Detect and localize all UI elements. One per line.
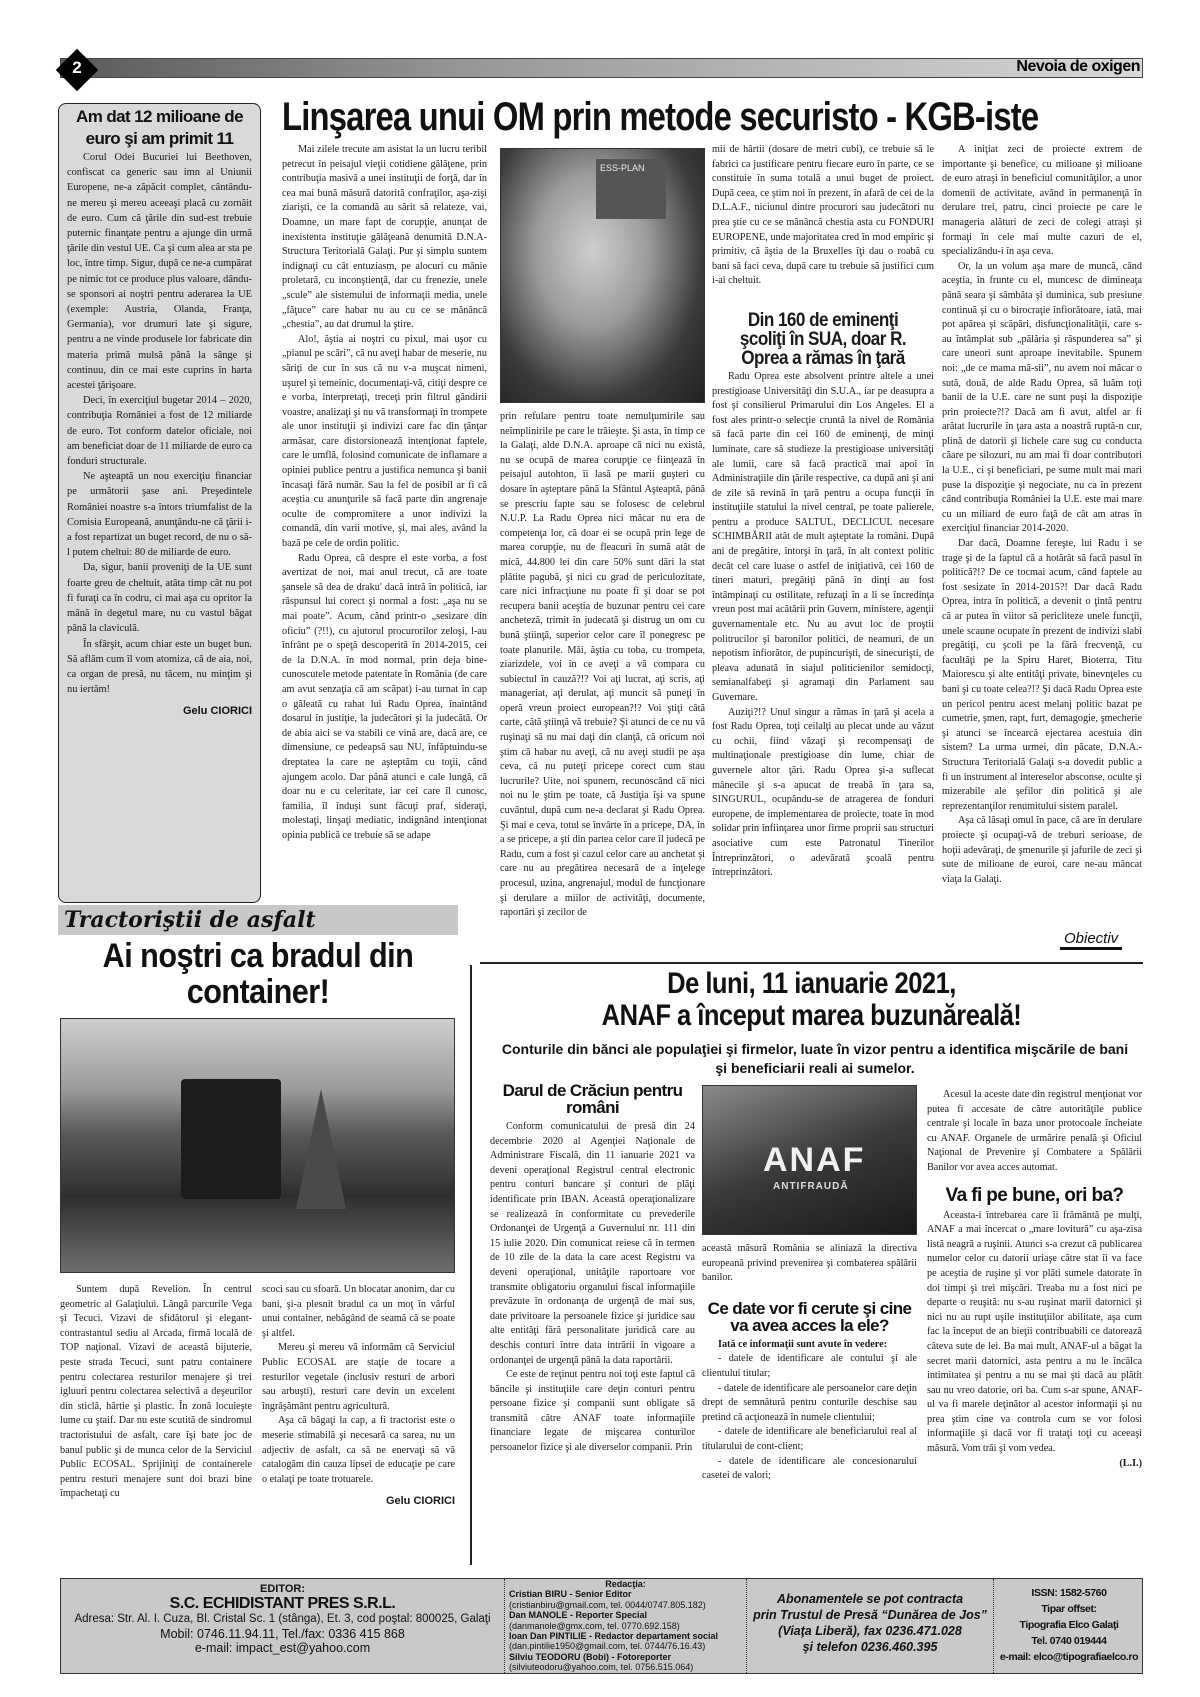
anaf-deck: Conturile din bănci ale populaţiei şi firmelor, luate în vizor pentru a identifica mişcările de bani şi beneficiarii reali ai sumelor. bbox=[501, 1041, 1129, 1076]
paragraph: Alo!, ăştia ai noştri cu pixul, mai uşor cu „pianul pe scări”, că nu aveţi habar de meserie, nu săriţi de cur în sus că nu v-a muşcat nimeni, uşurel şi temeinic, documentaţi-vă, citiţi despre ce e vorba, interpretaţi, treceţi prin filtrul gândirii voastre, analizaţi şi nu vă transformaţi în trompete ale unor instituţii şi indivizi care fac din ţânţar armăsar, care distorsionează intenţionat faptele, care le umflă, folosind comunicate de inflamare a opiniei publice pentru a justifica nemunca şi banii încasaţi fără număr. Sau la fel de posibil ar fi că aceştia cu anunţurile să facă parte din angrenaje oculte de compromitere a unor indivizi la comandă, din varii motive, şi, mai ales, având la bază pe cele de ordin politic. bbox=[282, 333, 487, 550]
tractor-column-1 bbox=[60, 1283, 252, 1502]
signature-initials: (L.I.) bbox=[1119, 1457, 1142, 1469]
author-signature: Gelu CIORICI bbox=[385, 1495, 455, 1508]
redactia-cell bbox=[505, 1579, 747, 1673]
main-article-column-1 bbox=[282, 143, 487, 844]
staff-contact: (dan.pintilie1950@gmail.com, tel. 0744/76.16.43) bbox=[509, 1641, 706, 1652]
staff-contact: (silviuteodoru@yahoo.com, tel. 0756.515.064) bbox=[509, 1662, 694, 1673]
kicker-bar bbox=[58, 905, 458, 935]
paragraph: Acesul la aceste date din registrul menţionat vor putea fi accesate de către autorităţile publice centrale şi locale în baza unor protocoale încheiate cu ANAF. Organele de urmărire penală şi Oficiul Naţional de Prevenire şi Combatere a Spălării Banilor vor avea acces automat. bbox=[927, 1089, 1142, 1173]
anaf-car-photo bbox=[702, 1085, 917, 1235]
paragraph: În sfârşit, acum chiar este un buget bun. Să aflăm cum îl vom atomiza, că de aia, noi, ca organ de presă, nu tăcem, nu minţim şi nu iertăm! bbox=[67, 638, 252, 696]
lead-paragraph: Iată ce informaţii sunt avute în vedere: bbox=[718, 1338, 888, 1350]
garbage-container bbox=[181, 1079, 281, 1199]
list-item: - datele de identificare ale contului şi ale clientului titular; bbox=[702, 1353, 917, 1379]
paragraph: Or, la un volum aşa mare de muncă, când aceştia, în frunte cu el, muncesc de dimineaţa până seara şi sâmbăta şi duminica, sub presiune continuă şi cu o birocraţie înfiorătoare, iată, mai pot apărea şi scăpări, disfuncţionalităţii, care s-au întâmplat sub „pălăria şi răspunderea sa” şi care uneori sunt aproape inevitabile. Spunem noi: „de ce mama mă-sii”, nu avem noi măcar o sută, două, de alde Radu Oprea, să luăm toţi banii de la U.E. care ne sunt puşi la dispoziţie prin proiecte?!? Dacă am fi avut, altfel ar fi arătat lucrurile în ţara asta a noastră ruptă-n cur, plină de datorii şi lichele care sug cu conducta căare pe silozuri, nu am mai fi doar contributori la U.E., ci şi beneficiari, pe sume mult mai mari puse la dispoziţie şi negociate, nu ca în prezent când contribuţia României la U.E. este mai mare cu un miliard de euro faţă de cât am atras în exerciţiul financiar 2014-2020. bbox=[942, 260, 1142, 535]
paragraph: Mai zilele trecute am asistat la un lucru teribil petrecut în peisajul vieţii cotidiene gălăţene, prin contribuţia masivă a unei instituţii de forţă, dar în cea mai bună măsură datorită confraţilor, aşa-zişi ziarişti, ce la comandă au sărit să relateze, vai, Doamne, un mare fapt de corupţie, anunţat de inexistenta instituţie gălăţeană denumită D.N.A-Structura Teritorială Galaţi. Pur şi simplu suntem indignaţi cu cât entuziasm, pe alocuri cu mânie proletară, cu inconştienţă, dar cu frenezie, unele „scule” ale sistemului de informaţii media, unele „făţuce” care habar nu au cu ce se mănâncă „chestia”, au dat drumul la ştire. bbox=[282, 144, 487, 331]
paragraph: Deci, în exerciţiul bugetar 2014 – 2020, contribuţia României a fost de 12 miliarde de euro. Tot conform datelor oficiale, noi am beneficiat doar de 11 miliarde de euro ca fonduri structurale. bbox=[67, 395, 252, 468]
staff-name: Silviu TEODORU (Bobi) - Fotoreporter bbox=[509, 1651, 671, 1662]
sidebar-body bbox=[67, 150, 252, 697]
paragraph: Conform comunicatului de presă din 24 decembrie 2020 al Agenţiei Naţionale de Administrare Fiscală, din 11 ianuarie 2021 va deveni operaţional Registrul central electronic pentru conturi bancare şi conturi de plăţi identificate prin IBAN. Această operaţionalizare se realizează în conformitate cu prevederile Ordonanţei de Urgenţă a Guvernului nr. 111 din 15 iulie 2020. Din comunicat reiese că în termen de 10 zile de la data la care acest Registru va deveni operaţional, unităţile raportoare vor transmite obligatoriu organului fiscal informaţiile prevăzute în ordonanţa de urgenţă de mai sus, date privitoare la persoanele fizice şi juridice sau alte entităţi fără personalitate juridică care au deschis conturi între data intrării în vigoare a ordonanţei de urgenţă până la data raportării. bbox=[490, 1121, 695, 1366]
paragraph: Ne aşteaptă un nou exerciţiu financiar pe următorii şase ani. Preşedintele României noastre s-a întors triumfalist de la Comisia Europeană, anunţându-ne că ţării i-a fost repartizat un buget record, de nu o să-l putem cheltui: 80 de miliarde de euro. bbox=[67, 471, 252, 559]
list-item: - datele de identificare ale concesionarului casetei de valori; bbox=[702, 1455, 917, 1482]
paragraph: Auziţi?!? Unul singur a rămas în ţară şi acela a fost Radu Oprea, toţi ceilalţi au plecat unde au văzut cu ochii, fiind văzaţi şi recompensaţi de multinaţionale prestigioase din lume, chiar de guvernele altor ţări. Radu Oprea şi-a suflecat mânecile şi s-a apucat de treabă în ţara sa, SINGURUL, ocupându-se de atragerea de fonduri europene, de implementarea de proiecte, toate în mod solidar prin înfiinţarea unor firme proprii sau structuri asociative cum este Patronatul Tinerilor Întreprinzători, o adevărată şcoală pentru întreprinzători. bbox=[712, 706, 934, 879]
subheadline-ce-date: Ce date vor fi cerute şi cine va avea acces la ele? bbox=[707, 1298, 912, 1335]
sidebar-headline: Am dat 12 milioane de euro şi am primit 11 bbox=[76, 107, 243, 148]
editor-address: Adresa: Str. Al. I. Cuza, Bl. Cristal Sc. 1 (stânga), Et. 3, cod poştal: 800025, Galaţi bbox=[74, 1613, 491, 1625]
subscription-line: (Viaţa Liberă), fax 0236.471.028 bbox=[778, 1624, 962, 1638]
editor-cell bbox=[61, 1579, 505, 1673]
kicker-label: Tractoriştii de asfalt bbox=[64, 907, 316, 933]
subscription-line: Abonamentele se pot contracta bbox=[776, 1592, 964, 1606]
anaf-column-3 bbox=[927, 1088, 1142, 1471]
antifrauda-text: ANTIFRAUDĂ bbox=[773, 1181, 849, 1192]
print-label: Tipar offset: bbox=[1041, 1603, 1097, 1615]
staff-contact: (cristianbiru@gmail.com, tel. 0044/0747.805.182) bbox=[509, 1599, 706, 1610]
paragraph: Corul Odei Bucuriei lui Beethoven, confiscat ca generic sau imn al Uniunii Europene, ne-a zăpăcit complet, cântându-ne mereu şi mereu aceeaşi placă cu zornăit de euro. Cum că ţările din sud-est trebuie puternic finanţate pentru a ajunge din urmă ţările din vestul UE. Ca şi cum alea ar sta pe loc, între timp. Sigur, după ce ne-a cumpărat pe nimic tot ce produce plus valoare, dându-se sponsori ai noştri pentru aderarea la UE (exemple: Austria, Olanda, Franţa, Germania), vor drumuri late şi sigure, pentru a ne vinde produsele lor fabricate din materia primă mulsă până la sânge şi continuu, din ce mai este cuprins în harta acestei ţărişoare. bbox=[67, 152, 252, 392]
editor-email[interactable]: e-mail: impact_est@yahoo.com bbox=[194, 1641, 371, 1655]
masthead-footer bbox=[60, 1578, 1143, 1674]
paragraph: Aceasta-i întrebarea care îi frământă pe mulţi, ANAF a mai încercat o „mare lovitură” cu aşa-zisa listă neagră a ruşinii. Atunci s-a crezut că publicarea numelor celor cu datorii uriaşe către stat îi va face pe aceştia de ruşine şi vor plăti sumele datorate în doi timpi şi trei mişcări. Treaba nu a fost nici pe departe o reuşită: nu s-au ruşinat marii datornici şi nici nu au rupt uşile instituţiilor abilitate, aşa cum fac la început de an bieţii contribuabili ce datorează câteva sute de lei. Ba mai mult, ANAF-ul a băgat la secret marii datornici, asta pentru a nu le încălca intimitatea şi pentru a nu se mai şti dacă au plătit sau nu vreo datorie, ori ba. Cum s-ar spune, ANAF-ul va fi marele deţinător al acestor informaţii şi nu prea ştim cine va controla cum se vor folosi informaţiile şi dacă vor fi trataţi toţi cu aceeaşi măsură. Vom trăi şi vom vedea. bbox=[927, 1209, 1142, 1455]
list-item: - datele de identificare ale beneficiarului real al titularului de cont-client; bbox=[702, 1426, 917, 1452]
anaf-logo-text: ANAF bbox=[763, 1141, 866, 1179]
main-article-column-3 bbox=[712, 143, 934, 881]
subheadline-va-fi-pe-bune: Va fi pe bune, ori ba? bbox=[945, 1184, 1124, 1206]
printer-name: Tipografia Elco Galaţi bbox=[1019, 1619, 1119, 1631]
subscription-line: şi telefon 0236.460.395 bbox=[802, 1640, 938, 1654]
paragraph: această măsură România se aliniază la directiva europeană privind prevenirea şi combaterea spălării banilor. bbox=[702, 1243, 917, 1284]
tractor-column-2 bbox=[262, 1283, 455, 1507]
business-plan-board: ESS-PLAN bbox=[596, 159, 666, 219]
staff-name: Ioan Dan PINTILIE - Redactor departament social bbox=[509, 1631, 719, 1642]
paragraph: Da, sigur, banii proveniţi de la UE sunt foarte greu de cheltuit, atâta timp cât nu pot fi furaţi ca în codru, ci mai aşa cu opritor la mână în degetul mare, nu cu vastul băgat până la claviculă. bbox=[67, 562, 252, 635]
paragraph: Aşa că lăsaţi omul în pace, că are în derulare proiecte şi ocupaţi-vă de treburi serioase, de hoţii adevăraţi, de şmenurile şi jafurile de zeci şi sute de milioane de euroi, care ne-au mâncat viaţa la Galaţi. bbox=[942, 815, 1142, 885]
paragraph: Radu Oprea, că despre el este vorba, a fost avertizat de noi, mai anul trecut, că are toate şansele să dea de draku' dacă intră în politică, iar răspunsul lui corect şi normal a fost: „aşa nu se mai poate”. Acum, când printr-o „sesizare din oficiu” (?!!), cu ajutorul procurorilor zeloşi, l-au înfrânt pe o speţă descoperită în 2014-2015, cei de la D.N.A. în mod normal, prin deja bine-cunoscutele metode patentate în România (de care am avut senzaţia că am scăpat) i-au turnat în cap o găleată cu rahat lui Radu Oprea, înaintând dosarul în justiţie, la judecători şi la judecătă. Or de abia aici se va stabili ce vină are, dacă are, ce dimensiune, ce pedeapsă sau NU, înfăptuindu-se dreptatea la care ne aşteptăm cu toţii, când ajungem acolo. Dar până atunci e cale lungă, că doar nu e cu celeritate, iar cei care îl cunosc, familia, îl înduşi sunt făcuţi praf, sideraţi, molestaţi, linşaţi mediatic, indignând intenţionat opinia publică ce trebuie să se adape bbox=[282, 552, 487, 841]
editor-label: EDITOR: bbox=[259, 1583, 306, 1595]
author-signature: Gelu CIORICI bbox=[182, 705, 252, 718]
printer-email[interactable]: e-mail: elco@tipografiaelco.ro bbox=[999, 1651, 1139, 1663]
staff-contact: (danmanole@gmx.com, tel. 0770.692.158) bbox=[509, 1620, 680, 1631]
list-item: - datele de identificare ale persoanelor care deţin drept de semnătură pentru conturile deschise sau pretind că acţionează în numele clientului; bbox=[702, 1382, 917, 1423]
editorial-sidebar bbox=[58, 103, 261, 903]
obiectiv-signature: Obiectiv bbox=[1060, 930, 1122, 950]
main-article-column-2 bbox=[500, 410, 705, 921]
anaf-column-2 bbox=[702, 1242, 917, 1484]
tractor-headline: Ai noştri ca bradul din container! bbox=[102, 937, 414, 1011]
christmas-tree bbox=[296, 1089, 346, 1209]
paragraph: Mereu şi mereu vă informăm că Serviciul Public ECOSAL are staţie de tocare a resturilor vegetale (inclusiv resturi de arbori sau arbuşti), resturi care devin un excelent îngrăşământ pentru agricultură. bbox=[262, 1342, 455, 1412]
printer-phone: Tel. 0740 019444 bbox=[1031, 1635, 1107, 1647]
page-header-bar bbox=[60, 58, 1143, 78]
page-number: 2 bbox=[72, 58, 82, 77]
anaf-headline-line-1: De luni, 11 ianuarie 2021, bbox=[667, 967, 956, 1000]
staff-name: Dan MANOLE - Reporter Special bbox=[509, 1610, 648, 1621]
anaf-headline-line-2: ANAF a început marea buzunăreală! bbox=[601, 999, 1022, 1032]
staff-name: Cristian BIRU - Senior Editor bbox=[509, 1589, 632, 1600]
paragraph: Aşa că băgaţi la cap, a fi tractorist este o meserie stimabilă şi necesară ca sarea, nu un adjectiv de asfalt, ca să ne enervaţi să vă catalogăm din cauza lipsei de educaţie pe care o etalaţi pe toate trotuarele. bbox=[262, 1415, 455, 1485]
main-article-column-4 bbox=[942, 143, 1142, 887]
print-cell bbox=[994, 1579, 1144, 1673]
paragraph: Radu Oprea este absolvent printre altele a unei prestigioase Universităţi din S.U.A., iar pe deasupra a fost şi consilierul Primarului din Los Angeles. El a fost ales printr-o selecţie cruntă la nivel de România să facă parte din cei 160 de eminenţi, de minţi luminate, care să studieze la prestigioase universităţi ale lumii, care să facă practică mai apoi în Administraţiile din ţările respective, ca după ani şi ani de zile să revină în ţară pentru a ocupa funcţii în instituţiile statului la nivel central, pe toate palierele, pentru a produce SALTUL, DECLICUL necesare SCHIMBĂRII atât de mult aşteptate la români. După ani de pregătire, întorşi în ţară, în alt context politic decât cel care luase o astfel de iniţiativă, cei 160 de tineri maturi, pregătiţi până în dinţi au fost întâmpinaţi cu ostilitate, refuzaţi în a li se încredinţa vreun post mai acătării prin Guvern, ministere, agenţii guvernamentale etc. Nu au avut loc de proştii politrucilor şi baronilor politici, de neamuri, de un nepotism înfiorător, de pupincurişti, de sinecurişti, de pleava adunată în siajul politicienilor semidocţi, semianalfabeţi şi agramaţi din Parlament sau Guvernare. bbox=[712, 370, 934, 703]
paragraph: scoci sau cu sfoară. Un blocatar anonim, dar cu bani, şi-a plesnit bradul ca un moţ în vârful unui container, nebăgând de seamă că se poate şi altfel. bbox=[262, 1284, 455, 1339]
subheadline-darul-de-craciun: Darul de Crăciun pentru români bbox=[502, 1081, 683, 1117]
paragraph: Suntem după Revelion. În centrul geometric al Galaţiului. Lângă parcurile Vega şi Tecuci. Vizavi de sfidătorul şi elegant-contrastantul sediu al Arcada, firmă locală de TOP naţional. Vizavi de această bijuterie, peste strada Tecuci, sunt patru containere pentru colectarea resturilor menajere şi trei igluuri pentru colectarea selectivă a deşeurilor din sticlă, hârtie şi plastic. În zonă locuieşte lume cu ştaif. Dar nu este scutită de sindromul tractoristului de asfalt, care îşi bate joc de banul public şi de munca celor de la Serviciul Public ECOSAL. Sprijiniţi de containerele pentru resturi menajere sunt doi brazi bine împachetaţi cu bbox=[60, 1284, 252, 1500]
paragraph: Dar dacă, Doamne fereşte, lui Radu i se trage şi de la faptul că a hotărât să facă pasul în politică?!? De ce tocmai acum, când faptele au fost sesizate în 2014-2015?! Dar dacă Radu Oprea, intra în politică, a devenit o ţintă pentru că ar putea în viitor să pericliteze unele funcţii, unele scaune ocupate în prezent de indivizi slabi pregătiţi, cu şcoli pe la fără frecvenţă, cu facultăţi pe la Spiru Haret, Bioterra, Titu Maiorescu şi alte entităţi private, binevnţeles cu bani şi cu toate celea?!? Şi dacă Radu Oprea este un pericol pentru acest melanj politic bazat pe cumetrie, şmen, rapt, furt, demagogie, şmecherie şi atunci se încearcă ejectarea acestuia din sistem? La urma urmei, din păcate, D.N.A.-Structura Teritorială Galaţi s-a dovedit public a fi un instrument al intereselor absconse, oculte şi mizerabile ale şefilor din politică şi ale reprezentanţilor renumitului sistem paralel. bbox=[942, 538, 1142, 812]
redactia-label: Redacţia: bbox=[605, 1579, 646, 1589]
subscription-line: prin Trustul de Presă “Dunărea de Jos” bbox=[753, 1608, 987, 1622]
subscriptions-cell bbox=[747, 1579, 994, 1673]
subheadline-160-eminenti: Din 160 de eminenţi şcoliţi în SUA, doar R. Oprea a rămas în ţară bbox=[739, 309, 907, 369]
paragraph: mii de hârtii (dosare de metri cubi), ce trebuie să le fabrici ca justificare pentru fiecare euro în parte, ce se constituie în suma totală a unui buget de proiect. După ceea, ce ştim noi în prezent, în afară de cei de la D.L.A.F., niciunul dintre procurori sau judecători nu prea ştie cu ce se mănâncă chestia asta cu FONDURI EUROPENE, unde majoritatea cred în mod empiric şi primitiv, că ăştia de la Bruxelles îţi dau o roabă cu bani să faci ceva, după care tu trebuie să justifici cum i-ai cheltuit. bbox=[712, 144, 934, 287]
section-divider bbox=[480, 962, 1143, 964]
paragraph: A iniţiat zeci de proiecte extrem de importante şi benefice, cu milioane şi milioane de euro atraşi în beneficiul comunităţilor, a unor domenii de activitate, având în permanenţă în derulare trei, patru, cinci proiecte pe care le manageria alături de zeci de colegi atraşi şi formaţi în cele mai multe cazuri de el, specializându-i în aşa ceva. bbox=[942, 144, 1142, 258]
container-photo bbox=[60, 1018, 455, 1273]
anaf-column-1 bbox=[490, 1082, 695, 1456]
issn: ISSN: 1582-5760 bbox=[1031, 1587, 1107, 1599]
column-divider bbox=[470, 965, 472, 1565]
editor-name: S.C. ECHIDISTANT PRES S.R.L. bbox=[169, 1595, 396, 1612]
paragraph: Ce este de reţinut pentru noi toţi este faptul că băncile şi instituţiile care deţin conturi pentru persoane fizice şi companii sunt obligate să transmită către ANAF toate informaţiile financiare legate de mişcarea conturilor persoanelor fizice şi ale diverselor companii. Prin bbox=[490, 1369, 695, 1454]
editor-phones: Mobil: 0746.11.94.11, Tel./fax: 0336 415 868 bbox=[160, 1627, 405, 1641]
portrait-photo bbox=[500, 148, 705, 403]
anaf-headline bbox=[530, 968, 1094, 1032]
paragraph: prin refulare pentru toate nemulţumirile sau neîmplinirile pe care le trăieşte. Şi asta, în timp ce la Galaţi, alde D.N.A. aproape că nici nu există, nu se ocupă de marea corupţie ce fiinţează în peisajul autohton, îi lasă pe marii guşteri cu dosare în aşteptare până la Sfântul Aşteaptă, până se prescriu fapte sau se folosesc de celebrul N.U.P. La Radu Oprea nici măcar nu era de competenţa lor, că doar ei se ocupă prin lege de marea corupţie, nu de fleacuri în sumă atât de mică, 44.800 lei din care 50% sunt dări la stat plătite pagubă, şi nici cu grad de periculozitate, care nici infracţiune nu poate fi şi doar se pot recupera banii aceştia de buzunar pentru cei care ancheteză, trimit în judecată şi distrug un om cu bună ştiinţă, superior celor care îl ponegresc pe toate planurile. Măi, ăştia cu toba, cu trompeta, ziarizdele, voi în ce aveţi a vă compara cu subiectul în cauză?!? Voi aţi lucrat, aţi scris, aţi manageriat, aţi derulat, aţi muncit să puneţi în operă vreun proiect european?!? Voi ştiţi câtă carte, câtă ştiinţă vă trebuie? Şi atunci de ce nu vă ruşinaţi să nu mai daţi din clanţă, că oricum noi ştim că habar nu aveţi, că nu aveţi studii pe aşa ceva, că nu puteţi pricepe corect cum stau lucrurile? Uite, noi spunem, recunoscând că nici noi nu le ştim pe toate, că Justiţia îşi va spune cuvântul, după cum ne-a declarat şi Radu Oprea. Şi mai e ceva, totul se învârte în a pricepe, DA, în a se pricepe, a şti din partea celor care îl judecă pe Radu, cum a fost şi cazul celor care au anchetat şi care nu au pregătirea necesară de a înţelege procesul, uzina, angrenajul, modul de funcţionare şi derulare a miilor de activităţi, documente, raportări şi zecilor de bbox=[500, 411, 705, 919]
section-title: Nevoia de oxigen bbox=[1016, 58, 1140, 75]
main-headline: Linşarea unui OM prin metode securisto - KGB-iste bbox=[282, 95, 1039, 139]
